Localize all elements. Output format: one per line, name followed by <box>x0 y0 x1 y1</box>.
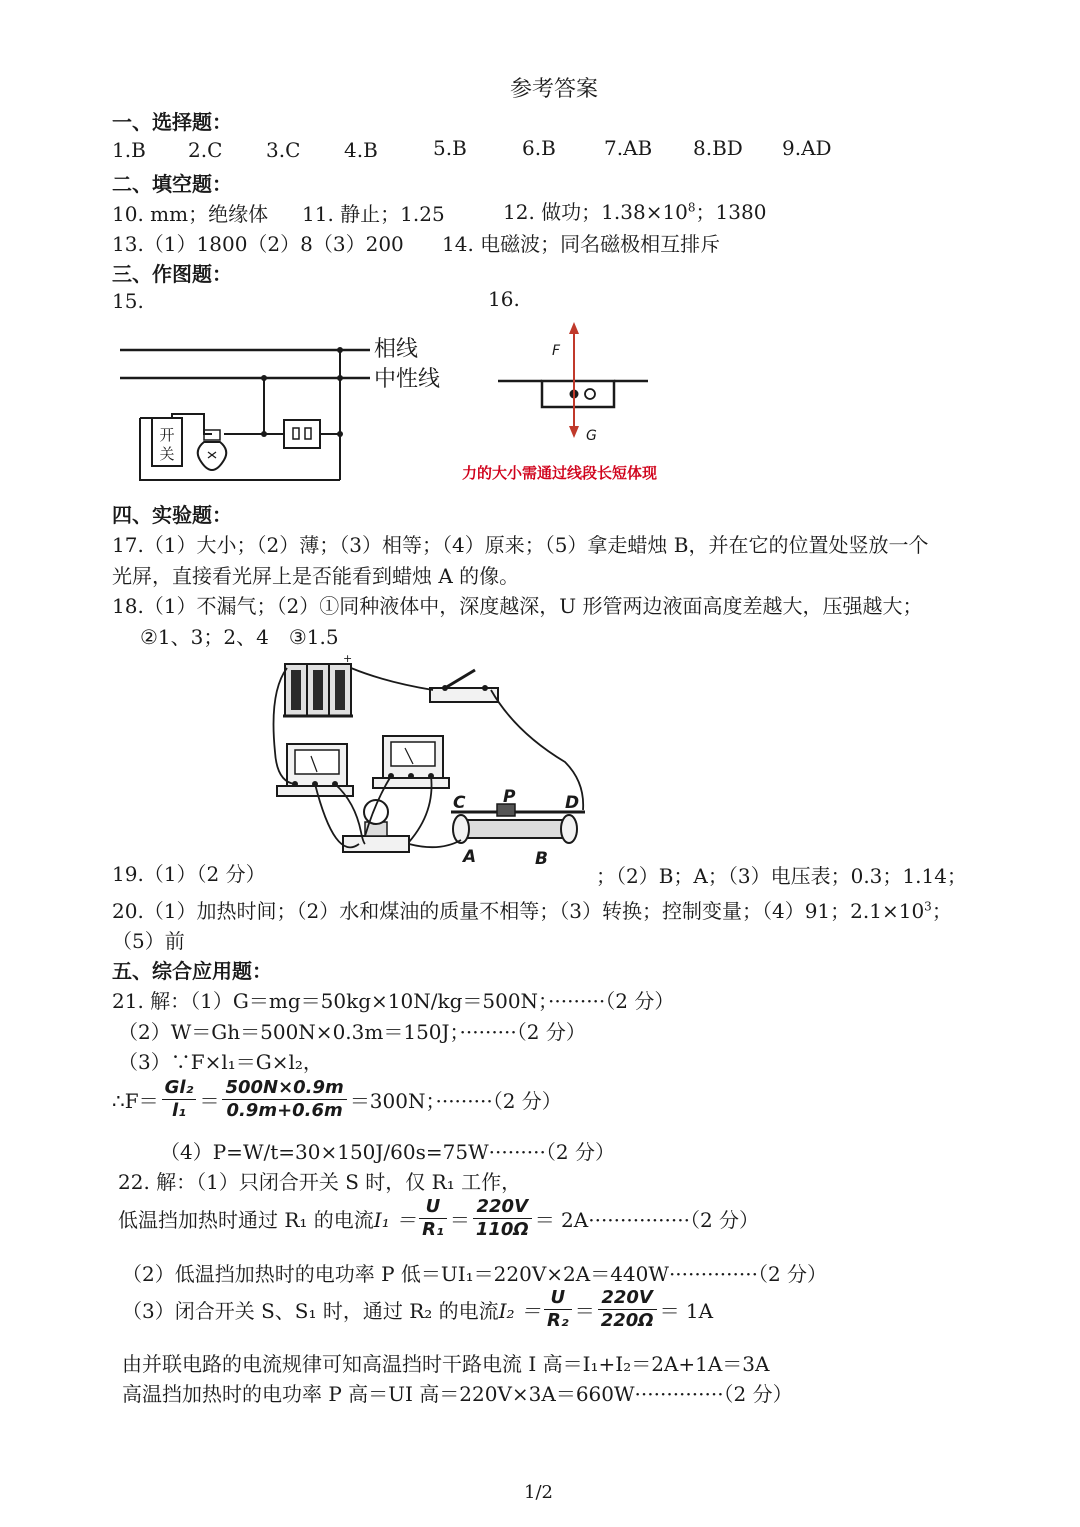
section-heading-drawing: 三、作图题： <box>112 262 232 286</box>
section-heading-application: 五、综合应用题： <box>112 959 272 983</box>
answer-12: 12. 做功；$1.38\times 10^8$；1380 <box>503 200 767 224</box>
page-number: 1/2 <box>524 1482 553 1503</box>
answer-17-line1: 17.（1）大小；（2）薄；（3）相等；（4）原来；（5）拿走蜡烛 B，并在它的位置处竖放一个 <box>112 533 929 557</box>
answer-8: 8.BD <box>693 136 743 160</box>
answer-4: 4.B <box>344 138 378 162</box>
force-diagram <box>490 318 690 448</box>
answer-22-line4: （3）闭合开关 S、S₁ 时，通过 R₂ 的电流I₂ ＝ $\frac{U}{\text{R₂}}$ ＝ $\frac{220V}{220\Omega}$ ＝ 1A <box>122 1287 714 1331</box>
neutral-wire-label: 中性线 <box>374 367 441 392</box>
answer-22-line2: 低温挡加热时通过 R₁ 的电流I₁ ＝ $\frac{U}{\text{R₁}}$ ＝ $\frac{220V}{110\Omega}$ ＝ 2A················（2 分） <box>118 1196 760 1240</box>
answer-6: 6.B <box>522 136 556 160</box>
answer-21-line2: （2）W＝Gh＝500N×0.3m＝150J；·········（2 分） <box>118 1020 586 1044</box>
answer-14: 14. 电磁波；同名磁极相互排斥 <box>442 232 721 256</box>
experiment-circuit-diagram <box>265 652 600 872</box>
answer-21-line4: ∴F＝ $\frac{\text{Gl₂}}{\text{l₁}}$ ＝ $\frac{500N\times 0.9m}{0.9m+0.6m}$ ＝300N；·········（2 分） <box>112 1077 562 1121</box>
answer-3: 3.C <box>266 138 301 162</box>
rheostat-d-label: D <box>565 793 580 813</box>
rheostat-p-label: P <box>503 787 516 807</box>
force-g-label: G <box>586 428 597 444</box>
section-heading-fill: 二、填空题： <box>112 172 232 196</box>
rheostat-c-label: C <box>453 793 466 813</box>
answer-19-part1: 19.（1）（2 分） <box>112 862 266 886</box>
answer-7: 7.AB <box>604 136 653 160</box>
answer-10: 10. mm；绝缘体 <box>112 202 269 226</box>
answer-13: 13.（1）1800（2）8（3）200 <box>112 232 404 256</box>
answer-20-line1: 20.（1）加热时间；（2）水和煤油的质量不相等；（3）转换；控制变量；（4）91；$2.1\times 10^3$； <box>112 899 952 923</box>
answer-1: 1.B <box>112 138 146 162</box>
answer-22-line1: 22. 解：（1）只闭合开关 S 时，仅 R₁ 工作， <box>118 1170 522 1194</box>
battery-icon <box>283 664 353 716</box>
section-heading-experiment: 四、实验题： <box>112 503 232 527</box>
answer-19-part2: ；（2）B；A；（3）电压表；0.3；1.14； <box>596 864 967 888</box>
answer-22-line6: 高温挡加热时的电功率 P 高＝UI 高＝220V×3A＝660W··············（2 分） <box>122 1382 793 1406</box>
answer-11: 11. 静止；1.25 <box>302 202 445 226</box>
live-wire-label: 相线 <box>374 337 419 362</box>
section-heading-choice: 一、选择题： <box>112 110 232 134</box>
switch-label-top: 开 <box>159 426 175 444</box>
page-title: 参考答案 <box>510 77 599 102</box>
question-15-label: 15. <box>112 289 144 313</box>
household-circuit-diagram <box>112 330 462 490</box>
answer-22-line5: 由并联电路的电流规律可知高温挡时干路电流 I 高＝I₁+I₂＝2A+1A＝3A <box>122 1352 770 1376</box>
battery-plus-label: + <box>343 652 353 665</box>
answer-18-line2: ②1、3；2、4 ③1.5 <box>140 625 339 649</box>
answer-2: 2.C <box>188 138 223 162</box>
answer-17-line2: 光屏，直接看光屏上是否能看到蜡烛 A 的像。 <box>112 564 520 588</box>
question-16-label: 16. <box>488 287 520 311</box>
force-f-label: F <box>552 343 561 359</box>
answer-9: 9.AD <box>782 136 832 160</box>
answer-22-line3: （2）低温挡加热时的电功率 P 低＝UI₁＝220V×2A＝440W··············（2 分） <box>122 1262 828 1286</box>
answer-21-line3: （3）∵F×l₁＝G×l₂， <box>118 1050 323 1074</box>
answer-18-line1: 18.（1）不漏气；（2）①同种液体中，深度越深，U 形管两边液面高度差越大，压强越大； <box>112 594 923 618</box>
voltmeter-icon <box>373 736 449 788</box>
answer-21-line1: 21. 解：（1）G＝mg＝50kg×10N/kg＝500N；·········（2 分） <box>112 989 675 1013</box>
ammeter-icon <box>277 744 353 796</box>
answer-21-line5: （4）P=W/t=30×150J/60s=75W·········（2 分） <box>160 1140 615 1164</box>
answer-20-line2: （5）前 <box>112 929 185 953</box>
switch-icon <box>430 670 498 702</box>
force-note: 力的大小需通过线段长短体现 <box>462 464 658 482</box>
rheostat-a-label: A <box>463 847 477 867</box>
answer-5: 5.B <box>433 136 467 160</box>
rheostat-b-label: B <box>535 849 548 869</box>
switch-label-bottom: 关 <box>159 445 175 463</box>
bulb-icon <box>198 442 227 470</box>
